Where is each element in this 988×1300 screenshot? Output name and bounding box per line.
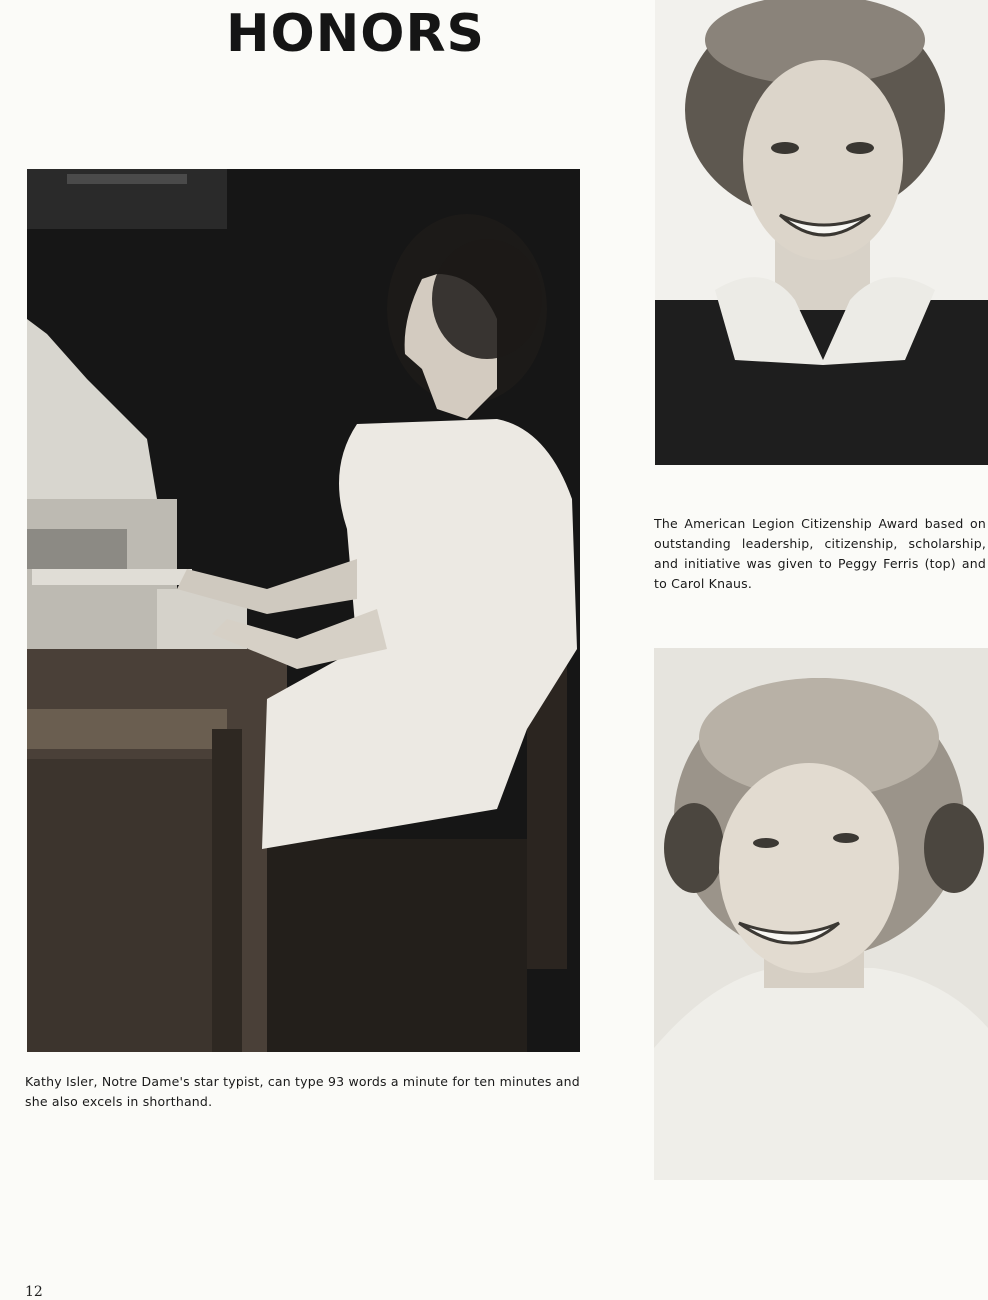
typist-photo xyxy=(27,169,580,1052)
page-number: 12 xyxy=(25,1284,43,1300)
peggy-ferris-photo xyxy=(655,0,988,465)
typist-caption: Kathy Isler, Notre Dame's star typist, can type 93 words a minute for ten minutes and she also excels in shorthand. xyxy=(25,1074,580,1109)
page-title: HONORS xyxy=(226,4,485,64)
award-caption: The American Legion Citizenship Award based on outstanding leadership, citizenship, scholarship, and initiative was given to Peggy Ferris (top) and to Carol Knaus. xyxy=(654,516,986,591)
carol-knaus-photo xyxy=(654,648,988,1180)
